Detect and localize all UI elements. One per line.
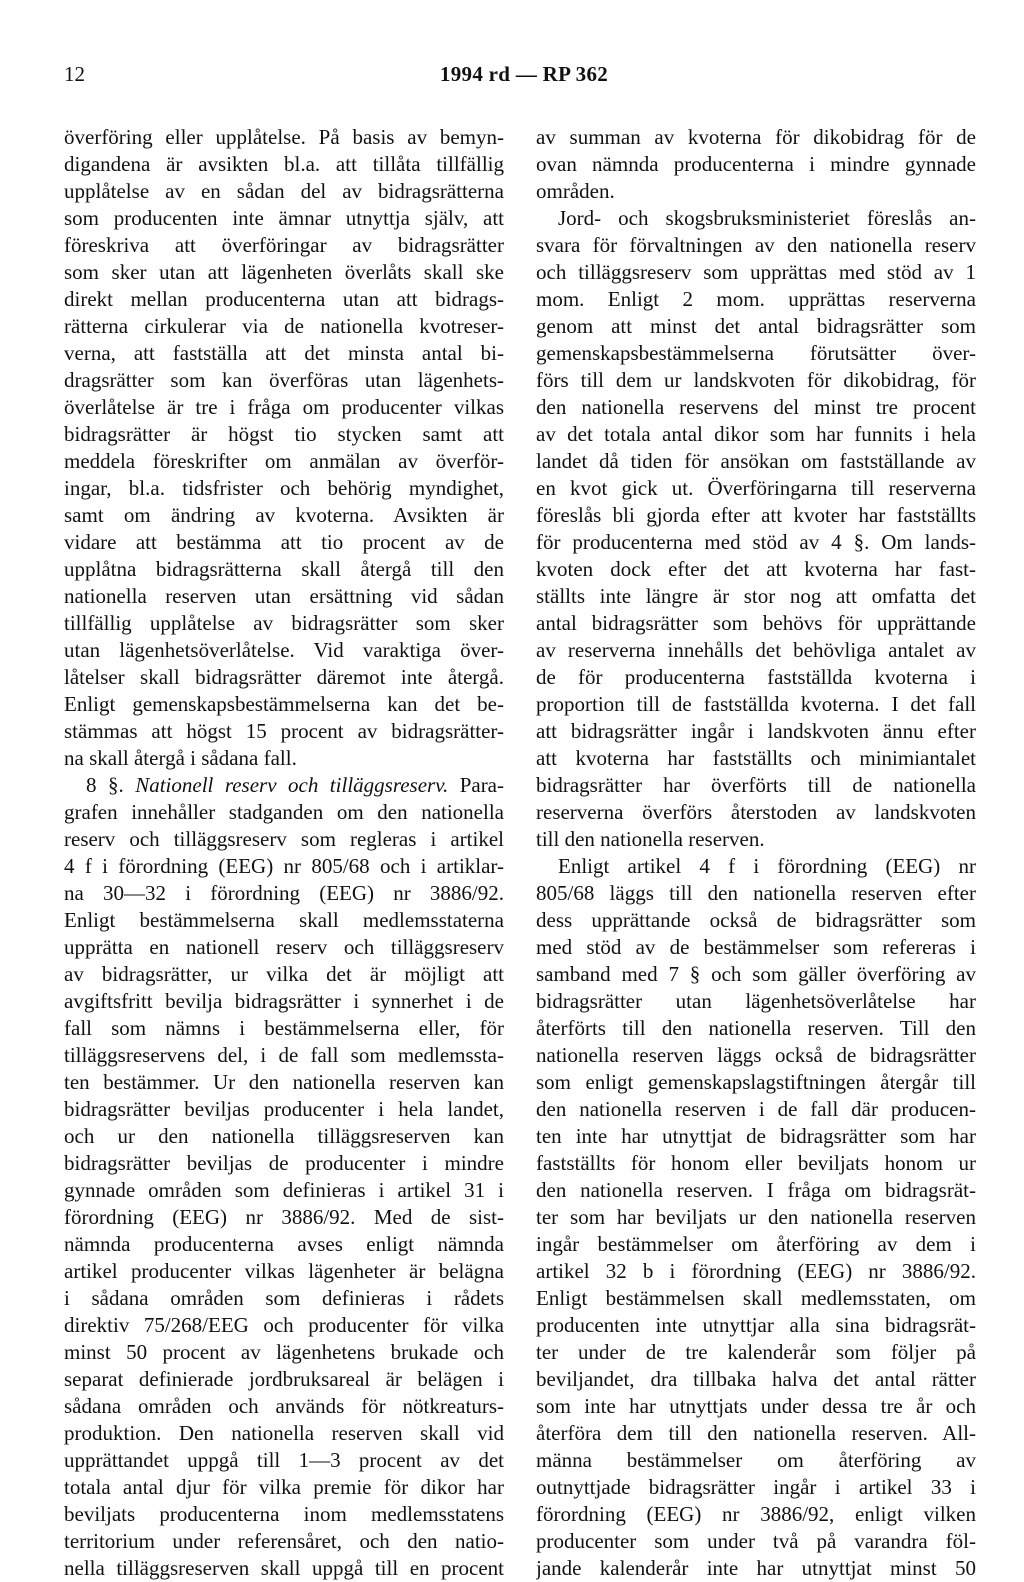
text-line: nationella reserven utan ersättning vid sådan [64,584,504,608]
text-line: upprättandet uppgå till 1—3 procent av det [64,1448,504,1472]
text-line: dragsrätter som kan överföras utan lägenhets- [64,368,504,392]
running-head: 1994 rd — RP 362 [439,62,609,86]
text-line: 805/68 läggs till den nationella reserven efter [536,881,976,905]
text-line: fastställts för honom eller beviljats honom ur [536,1151,976,1175]
text-line: na 30—32 i förordning (EEG) nr 3886/92. [64,881,504,905]
text-line: återföra dem till den nationella reserven. All- [536,1421,976,1445]
text-line: som inte har utnyttjats under dessa tre år och [536,1394,976,1418]
text-line: nämnda producenterna avses enligt nämnda [64,1232,504,1256]
text-line: den nationella reserven. I fråga om bidragsrät- [536,1178,976,1202]
text-line: bidragsrätter utan lägenhetsöverlåtelse har [536,989,976,1013]
text-line: fall som nämns i bestämmelserna eller, för [64,1016,504,1040]
text-line: för producenterna med stöd av 4 §. Om lands- [536,530,976,554]
text-line: av summan av kvoterna för dikobidrag för de [536,125,976,149]
text-line: nationella reserven läggs också de bidragsrätter [536,1043,976,1067]
text-line: ter som har beviljats ur den nationella reserven [536,1205,976,1229]
section-heading: Nationell reserv och tilläggsreserv. [135,773,449,797]
text-line: de för producenterna fastställda kvoterna i [536,665,976,689]
text-line: att bidragsrätter ingår i landskvoten ännu efter [536,719,976,743]
text-line: bidragsrätter är högst tio stycken samt att [64,422,504,446]
text-line: outnyttjade bidragsrätter ingår i artikel 33 i [536,1475,976,1499]
text-line: dess upprättande också de bidragsrätter som [536,908,976,932]
text-line: upplåtna bidragsrätterna skall återgå till den [64,557,504,581]
text-line: som sker utan att lägenheten överlåts skall ske [64,260,504,284]
text-line: områden. [536,179,615,203]
section-text: Para- [448,773,504,797]
text-line: rätterna cirkulerar via de nationella kvotreser- [64,314,504,338]
section-number: 8 §. [86,773,136,797]
text-line: proportion till de fastställda kvoterna. I det fall [536,692,976,716]
text-line: ten inte har utnyttjat de bidragsrätter som har [536,1124,976,1148]
text-line: överlåtelse är tre i fråga om producenter vilkas [64,395,504,419]
text-line: Jord- och skogsbruksministeriet föreslås an- [558,206,976,230]
text-line: låtelser skall bidragsrätter däremot inte återgå. [64,665,504,689]
text-line: ten bestämmer. Ur den nationella reserven kan [64,1070,504,1094]
text-line: upplåtelse av en sådan del av bidragsrätterna [64,179,504,203]
text-line: mom. Enligt 2 mom. upprättas reserverna [536,287,976,311]
right-text-column [536,124,976,1582]
text-line: gemenskapsbestämmelserna förutsätter över- [536,341,976,365]
page-number: 12 [64,62,85,86]
text-line: bidragsrätter beviljas de producenter i mindre [64,1151,504,1175]
text-line: till den nationella reserven. [536,827,765,851]
text-line: ingar, bl.a. tidsfrister och behörig myndighet, [64,476,504,500]
text-line: vidare att bestämma att tio procent av de [64,530,504,554]
text-line: reserv och tilläggsreserv som regleras i artikel [64,827,504,851]
text-line: med stöd av de bestämmelser som refereras i [536,935,976,959]
text-line: förordning (EEG) nr 3886/92, enligt vilken [536,1502,976,1526]
text-line: beviljandet, dra tillbaka halva det antal rätter [536,1367,976,1391]
text-line: som enligt gemenskapslagstiftningen återgår till [536,1070,976,1094]
text-line: ovan nämnda producenterna i mindre gynnade [536,152,976,176]
text-line: gynnade områden som definieras i artikel 31 i [64,1178,504,1202]
text-line: en kvot gick ut. Överföringarna till reserverna [536,476,976,500]
text-line: föreskriva att överföringar av bidragsrätter [64,233,504,257]
text-line: den nationella reserven i de fall där producen- [536,1097,976,1121]
text-line: männa bestämmelser om återföring av [536,1448,976,1472]
text-line: ter under de tre kalenderår som följer på [536,1340,976,1364]
text-line: avgiftsfritt bevilja bidragsrätter i synnerhet i de [64,989,504,1013]
text-line: återförts till den nationella reserven. Till den [536,1016,976,1040]
text-line: bidragsrätter har överförts till de nationella [536,773,976,797]
left-text-column [64,124,504,1582]
text-line: ställts inte längre är stor nog att omfatta det [536,584,976,608]
text-line: minst 50 procent av lägenhetens brukade och [64,1340,504,1364]
text-line: tilläggsreservens del, i de fall som medlemssta- [64,1043,504,1067]
text-line: upprätta en nationell reserv och tilläggsreserv [64,935,504,959]
text-line: Enligt bestämmelsen skall medlemsstaten, om [536,1286,976,1310]
text-line: utan lägenhetsöverlåtelse. Vid varaktiga över- [64,638,504,662]
text-line: reserverna överförs återstoden av landskvoten [536,800,976,824]
text-line: av reserverna innehålls det behövliga antalet av [536,638,976,662]
text-line [64,772,504,799]
text-line: och tilläggsreserv som upprättas med stöd av 1 [536,260,976,284]
text-line: Enligt artikel 4 f i förordning (EEG) nr [558,854,976,878]
text-line: stämmas att högst 15 procent av bidragsrätter- [64,719,504,743]
text-line: Enligt gemenskapsbestämmelserna kan det be- [64,692,504,716]
text-line: direkt mellan producenterna utan att bidrags- [64,287,504,311]
text-line: territorium under referensåret, och den natio- [64,1529,504,1553]
text-line: digandena är avsikten bl.a. att tillåta tillfällig [64,152,504,176]
text-line: produktion. Den nationella reserven skall vid [64,1421,504,1445]
text-line: överföring eller upplåtelse. På basis av bemyn- [64,125,504,149]
text-line: förordning (EEG) nr 3886/92. Med de sist- [64,1205,504,1229]
text-line: antal bidragsrätter som behövs för upprättande [536,611,976,635]
text-line: landet då tiden för ansökan om fastställande av [536,449,976,473]
text-line: i sådana områden som definieras i rådets [64,1286,504,1310]
text-line: förs till dem ur landskvoten för dikobidrag, för [536,368,976,392]
text-line: direktiv 75/268/EEG och producenter för vilka [64,1313,504,1337]
text-line: meddela föreskrifter om anmälan av överför- [64,449,504,473]
text-line: föreslås bli gjorda efter att kvoter har fastställts [536,503,976,527]
text-line: beviljats producenterna inom medlemsstatens [64,1502,504,1526]
text-line: genom att minst det antal bidragsrätter som [536,314,976,338]
text-line: producenter som under två på varandra föl- [536,1529,976,1553]
text-line: sådana områden och används för nötkreaturs- [64,1394,504,1418]
text-line: artikel producenter vilkas lägenheter är belägna [64,1259,504,1283]
page-header [64,62,984,92]
text-line: 4 f i förordning (EEG) nr 805/68 och i artiklar- [64,854,504,878]
text-line: totala antal djur för vilka premie för dikor har [64,1475,504,1499]
text-line: av det totala antal dikor som har funnits i hela [536,422,976,446]
text-line: grafen innehåller stadganden om den nationella [64,800,504,824]
text-line: den nationella reservens del minst tre procent [536,395,976,419]
text-line: som producenten inte ämnar utnyttja själv, att [64,206,504,230]
text-line: att kvoterna har fastställts och minimiantalet [536,746,976,770]
text-line: Enligt bestämmelserna skall medlemsstaterna [64,908,504,932]
text-line: nella tilläggsreserven skall uppgå till en procent [64,1556,504,1580]
text-line: ingår bestämmelser om återföring av dem i [536,1232,976,1256]
text-line: verna, att fastställa att det minsta antal bi- [64,341,504,365]
text-line: av bidragsrätter, ur vilka det är möjligt att [64,962,504,986]
text-line: och ur den nationella tilläggsreserven kan [64,1124,504,1148]
text-line: na skall återgå i sådana fall. [64,746,297,770]
text-line: producenten inte utnyttjar alla sina bidragsrät- [536,1313,976,1337]
text-line: artikel 32 b i förordning (EEG) nr 3886/92. [536,1259,976,1283]
text-line: svara för förvaltningen av den nationella reserv [536,233,976,257]
text-line: tillfällig upplåtelse av bidragsrätter som sker [64,611,504,635]
text-line: kvoten dock efter det att kvoterna har fast- [536,557,976,581]
text-line: samt om ändring av kvoterna. Avsikten är [64,503,504,527]
text-line: samband med 7 § och som gäller överföring av [536,962,976,986]
text-line: jande kalenderår inte har utnyttjat minst 50 [536,1556,976,1580]
text-line: separat definierade jordbruksareal är belägen i [64,1367,504,1391]
text-line: bidragsrätter beviljas producenter i hela landet, [64,1097,504,1121]
